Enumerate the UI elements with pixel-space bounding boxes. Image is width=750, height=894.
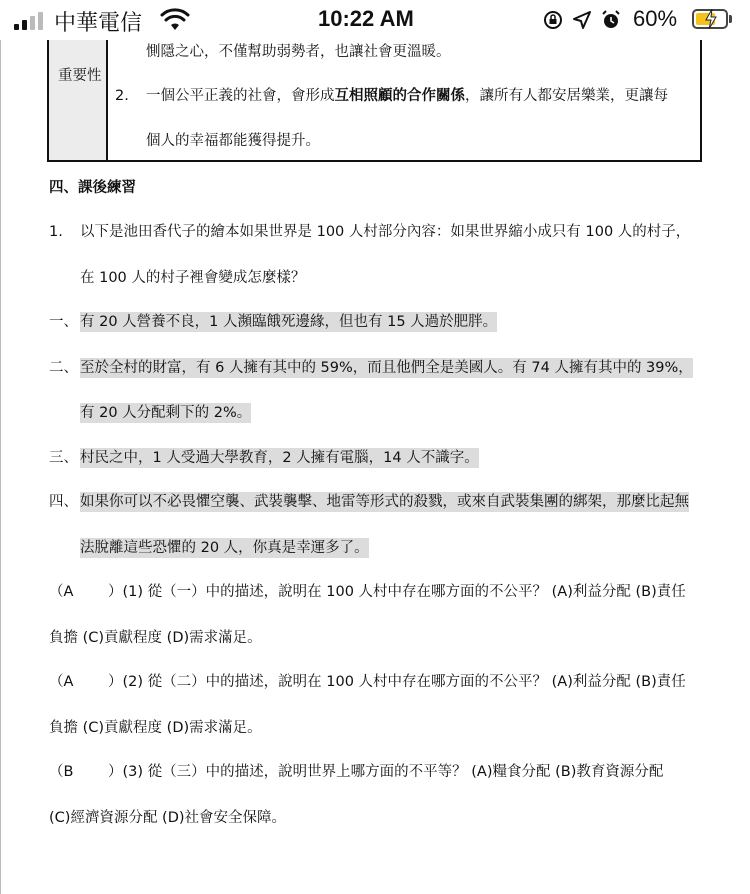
table-item-2-line-2: 個人的幸福都能獲得提升。: [146, 133, 320, 149]
passage-2-marker: 二、: [49, 360, 78, 376]
subquestion-2-answer: （A: [49, 674, 74, 690]
subquestion-1-answer: （A: [49, 584, 74, 600]
table-label: 重要性: [58, 68, 102, 84]
battery-percentage: 60%: [633, 6, 678, 31]
subquestion-1-text: ）(1) 從（一）中的描述，說明在 100 人村中存在哪方面的不公平？ (A)利益分配 (B)責任: [108, 584, 686, 600]
passage-2-line-2: 有 20 人分配剩下的 2%。: [80, 405, 252, 421]
question-1-line-1: 以下是池田香代子的繪本如果世界是 100 人村部分內容：如果世界縮小成只有 100 人的村子，: [80, 224, 691, 240]
passage-1-line-1: 有 20 人營養不良，1 人瀕臨餓死邊緣，但也有 15 人過於肥胖。: [80, 314, 498, 330]
section-heading: 四、課後練習: [49, 180, 136, 196]
passage-2-line-1: 至於全村的財富，有 6 人擁有其中的 59%，而且他們全是美國人。有 74 人擁有其中的 39%，: [80, 360, 693, 376]
status-bar: [0, 0, 750, 40]
table-item-2-number: 2.: [115, 88, 129, 104]
passage-3-line-1: 村民之中，1 人受過大學教育，2 人擁有電腦，14 人不識字。: [80, 450, 479, 466]
table-item-2-bold: 互相照顧的合作關係: [334, 88, 465, 104]
subquestion-1-line-2: 負擔 (C)貢獻程度 (D)需求滿足。: [49, 630, 262, 646]
subquestion-3-line-2: (C)經濟資源分配 (D)社會安全保障。: [49, 810, 287, 826]
battery-tip: [729, 15, 732, 23]
document-page[interactable]: [0, 40, 750, 894]
table-item-2-text: 一個公平正義的社會，會形成互相照顧的合作關係，讓所有人都安居樂業，更讓每: [146, 88, 668, 104]
table-line-1: 惻隱之心，不僅幫助弱勢者，也讓社會更溫暖。: [146, 44, 451, 60]
question-1-line-2: 在 100 人的村子裡會變成怎麼樣？: [80, 270, 306, 286]
passage-4-line-2: 法脫離這些恐懼的 20 人，你真是幸運多了。: [80, 540, 369, 556]
alarm-icon: [600, 9, 622, 31]
passage-3-marker: 三、: [49, 450, 78, 466]
passage-1-marker: 一、: [49, 314, 78, 330]
passage-4-marker: 四、: [49, 494, 78, 510]
battery-icon: [692, 9, 728, 29]
table-label-cell: [49, 40, 108, 160]
wifi-icon: [160, 8, 190, 32]
subquestion-2-line-2: 負擔 (C)貢獻程度 (D)需求滿足。: [49, 720, 262, 736]
question-1-number: 1.: [49, 224, 63, 240]
passage-4-line-1: 如果你可以不必畏懼空襲、武裝襲擊、地雷等形式的殺戮，或來自武裝集團的綁架，那麼比起無: [80, 494, 689, 510]
cellular-signal-icon: [14, 12, 43, 30]
importance-table: [47, 40, 702, 162]
orientation-lock-icon: [542, 9, 564, 31]
carrier-name: 中華電信: [54, 10, 143, 35]
status-time: 10:22 AM: [318, 6, 414, 31]
location-arrow-icon: [572, 10, 592, 30]
subquestion-3-text: ）(3) 從（三）中的描述，說明世界上哪方面的不平等？ (A)糧食分配 (B)教育資源分配: [108, 764, 664, 780]
subquestion-2-text: ）(2) 從（二）中的描述，說明在 100 人村中存在哪方面的不公平？ (A)利益分配 (B)責任: [108, 674, 686, 690]
subquestion-3-answer: （B: [49, 764, 74, 780]
